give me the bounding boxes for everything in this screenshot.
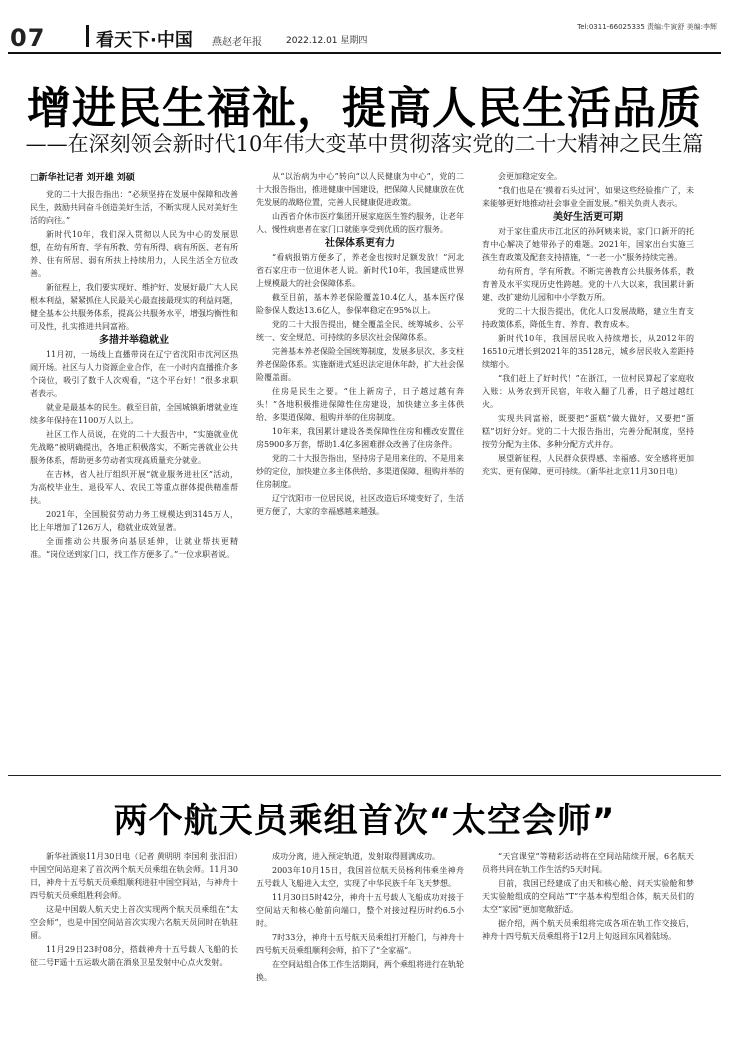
article1-title: 增进民生福祉，提高人民生活品质: [27, 83, 702, 134]
paragraph: 党的二十大报告提出，优化人口发展战略，建立生育支持政策体系，降低生育、养育、教育成本。: [482, 307, 694, 329]
paragraph: 2021年，全国脱贫劳动力务工规模达到3145万人，比上年增加了126万人，稳就业成效显著。: [30, 510, 238, 532]
article2-title: 两个航天员乘组首次“太空会师”: [113, 801, 616, 841]
article2-column-2: [256, 850, 464, 1035]
article1-column-3: [482, 170, 694, 763]
paragraph: 11月29日23时08分，搭载神舟十五号载人飞船的长征二号F遥十五运载火箭在酒泉卫星发射中心点火发射。: [30, 945, 238, 967]
article2-column-1: [30, 850, 238, 1035]
paragraph: 党的二十大报告指出：“必须坚持在发展中保障和改善民生，鼓励共同奋斗创造美好生活，不断实现人民对美好生活的向往。”: [30, 190, 238, 225]
paragraph: 山西省介休市医疗集团开展家庭医生签约服务，让老年人、慢性病患者在家门口就能享受到优质的医疗服务。: [256, 212, 464, 234]
paragraph: 实现共同富裕，既要把“蛋糕”做大做好，又要把“蛋糕”切好分好。党的二十大报告指出，完善分配制度，坚持按劳分配为主体、多种分配方式并存。: [482, 414, 694, 449]
paragraph: “看病报销方便多了，养老金也按时足额发放！”河北省石家庄市一位退休老人说。新时代10年，我国建成世界上规模最大的社会保障体系。: [256, 253, 464, 288]
paragraph: 在吉林，省人社厅组织开展“就业服务进社区”活动，为高校毕业生、退役军人、农民工等重点群体提供精准帮扶。: [30, 470, 238, 505]
paragraph: 10年来，我国累计建设各类保障性住房和棚改安置住房5900多万套，帮助1.4亿多困难群众改善了住房条件。: [256, 427, 464, 449]
article2-column-3: [482, 850, 694, 1035]
paragraph: 成功分离，进入预定轨道，发射取得圆满成功。: [272, 852, 440, 861]
paragraph: 住房是民生之要。“住上新房子，日子越过越有奔头！”各地积极推进保障性住房建设，加快建立多主体供给、多渠道保障、租购并举的住房制度。: [256, 387, 464, 422]
editor-info: Tel:0311-66025335 责编:牛寅舒 美编:李辉: [577, 23, 717, 31]
section-subhead: 多措并举稳就业: [99, 335, 169, 346]
paragraph: 党的二十大报告提出，健全覆盖全民、统筹城乡、公平统一、安全规范、可持续的多层次社会保障体系。: [256, 320, 464, 342]
paragraph: 社区工作人员说，在党的二十大报告中，“实施就业优先战略”被明确提出，各地正积极落实，不断完善就业公共服务体系，帮助更多劳动者实现高质量充分就业。: [30, 430, 238, 465]
paragraph: 截至目前，基本养老保险覆盖10.4亿人，基本医疗保险参保人数达13.6亿人，参保率稳定在95%以上。: [256, 293, 464, 315]
paragraph: 党的二十大报告指出，坚持房子是用来住的、不是用来炒的定位，加快建立多主体供给、多渠道保障、租购并举的住房制度。: [256, 454, 464, 489]
paragraph: 会更加稳定安全。: [498, 172, 562, 181]
paragraph: “我们也是在‘摸着石头过河’，如果这些经验推广了，未来能够更好地推动社会事业全面发展。”相关负责人表示。: [482, 186, 694, 208]
paragraph: 新时代10年，我国居民收入持续增长，从2012年的16510元增长到2021年的35128元，城乡居民收入差距持续缩小。: [482, 334, 694, 369]
section-name: 看天下·中国: [96, 30, 193, 51]
paragraph: 完善基本养老保险全国统筹制度，发展多层次、多支柱养老保险体系。实施渐进式延迟法定退休年龄，扩大社会保险覆盖面。: [256, 347, 464, 382]
paragraph: 就业是最基本的民生。截至目前，全国城镇新增就业连续多年保持在1100万人以上。: [30, 403, 238, 425]
paragraph: 目前，我国已经建成了由天和核心舱、问天实验舱和梦天实验舱组成的空间站“T”字基本构型组合体，航天员们的太空“家园”更加宽敞舒适。: [482, 879, 694, 914]
article1-column-2: [256, 170, 464, 763]
page-number: 07: [10, 24, 46, 52]
paragraph: 幼有所育，学有所教。不断完善教育公共服务体系，教育普及水平实现历史性跨越。党的十八大以来，我国累计新建、改扩建幼儿园和中小学数万所。: [482, 267, 694, 302]
article1-subtitle: ——在深刻领会新时代10年伟大变革中贯彻落实党的二十大精神之民生篇: [25, 132, 704, 156]
paragraph: 11月30日5时42分，神舟十五号载人飞船成功对接于空间站天和核心舱前向端口，整个对接过程历时约6.5小时。: [256, 893, 464, 928]
paragraph: 7时33分，神舟十五号航天员乘组打开舱门，与神舟十四号航天员乘组顺利会师，拍下了“全家福”。: [256, 933, 464, 955]
paragraph: 从“以治病为中心”转向“以人民健康为中心”，党的二十大报告指出，推进健康中国建设，把保障人民健康放在优先发展的战略位置，完善人民健康促进政策。: [256, 172, 464, 207]
paragraph: 这是中国载人航天史上首次实现两个航天员乘组在“太空会师”，也是中国空间站首次实现六名航天员同时在轨驻留。: [30, 905, 238, 940]
paragraph: “我们赶上了好时代！”在浙江，一位村民算起了家庭收入账：从务农到开民宿，年收入翻了几番，日子越过越红火。: [482, 374, 694, 409]
article1-byline: □新华社记者 刘开雄 刘硕: [30, 173, 135, 183]
paragraph: 新征程上，我们要实现好、维护好、发展好最广大人民根本利益，紧紧抓住人民最关心最直接最现实的利益问题，健全基本公共服务体系，提高公共服务水平，增强均衡性和可及性，扎实推进共同富裕。: [30, 283, 238, 331]
header-divider: [86, 25, 89, 47]
section-subhead: 美好生活更可期: [553, 212, 623, 223]
paragraph: 全面推动公共服务向基层延伸，让就业帮扶更精准。“岗位送到家门口，找工作方便多了。”一位求职者说。: [30, 537, 238, 559]
article1-column-1: [30, 188, 238, 763]
paragraph: 新时代10年，我们深入贯彻以人民为中心的发展思想，在幼有所育、学有所教、劳有所得、病有所医、老有所养、住有所居、弱有所扶上持续用力，人民生活全方位改善。: [30, 230, 238, 278]
paragraph: 新华社酒泉11月30日电（记者 黄明明 李国利 张汨汨）中国空间站迎来了首次两个航天员乘组在轨会师。11月30日，神舟十五号航天员乘组顺利进驻中国空间站，与神舟十四号航天员乘组胜利会师。: [30, 852, 238, 900]
paragraph: 对于家住重庆市江北区的孙阿姨来说，家门口新开的托育中心解决了她带孙子的难题。2021年，国家出台实施三孩生育政策及配套支持措施，“一老一小”服务持续完善。: [482, 227, 694, 262]
page-header: [0, 14, 729, 54]
paragraph: 在空间站组合体工作生活期间，两个乘组将进行在轨轮换。: [256, 960, 464, 982]
paragraph: 2003年10月15日，我国首位航天员杨利伟乘坐神舟五号载人飞船进入太空，实现了中华民族千年飞天梦想。: [256, 866, 464, 888]
paragraph: 11月初，一场线上直播带岗在辽宁省沈阳市沈河区热闹开场。社区与人力资源企业合作，在一小时内直播推介多个岗位，吸引了数千人次观看，“这个平台好！”很多求职者表示。: [30, 350, 238, 398]
article-divider: [8, 775, 721, 776]
paper-name: 燕赵老年报: [212, 37, 262, 48]
paragraph: 展望新征程，人民群众获得感、幸福感、安全感将更加充实、更有保障、更可持续。（新华社北京11月30日电）: [482, 454, 694, 476]
section-subhead: 社保体系更有力: [325, 238, 395, 249]
paragraph: 据介绍，两个航天员乘组将完成各项在轨工作交接后，神舟十四号航天员乘组将于12月上旬返回东风着陆场。: [482, 919, 694, 941]
paragraph: 辽宁沈阳市一位居民说，社区改造后环境变好了，生活更方便了，大家的幸福感越来越强。: [256, 494, 464, 516]
header-rule: [8, 52, 721, 54]
paragraph: “天宫课堂”等精彩活动将在空间站陆续开展，6名航天员将共同在轨工作生活约5天时间。: [482, 852, 694, 874]
issue-date: 2022.12.01 星期四: [286, 36, 368, 46]
